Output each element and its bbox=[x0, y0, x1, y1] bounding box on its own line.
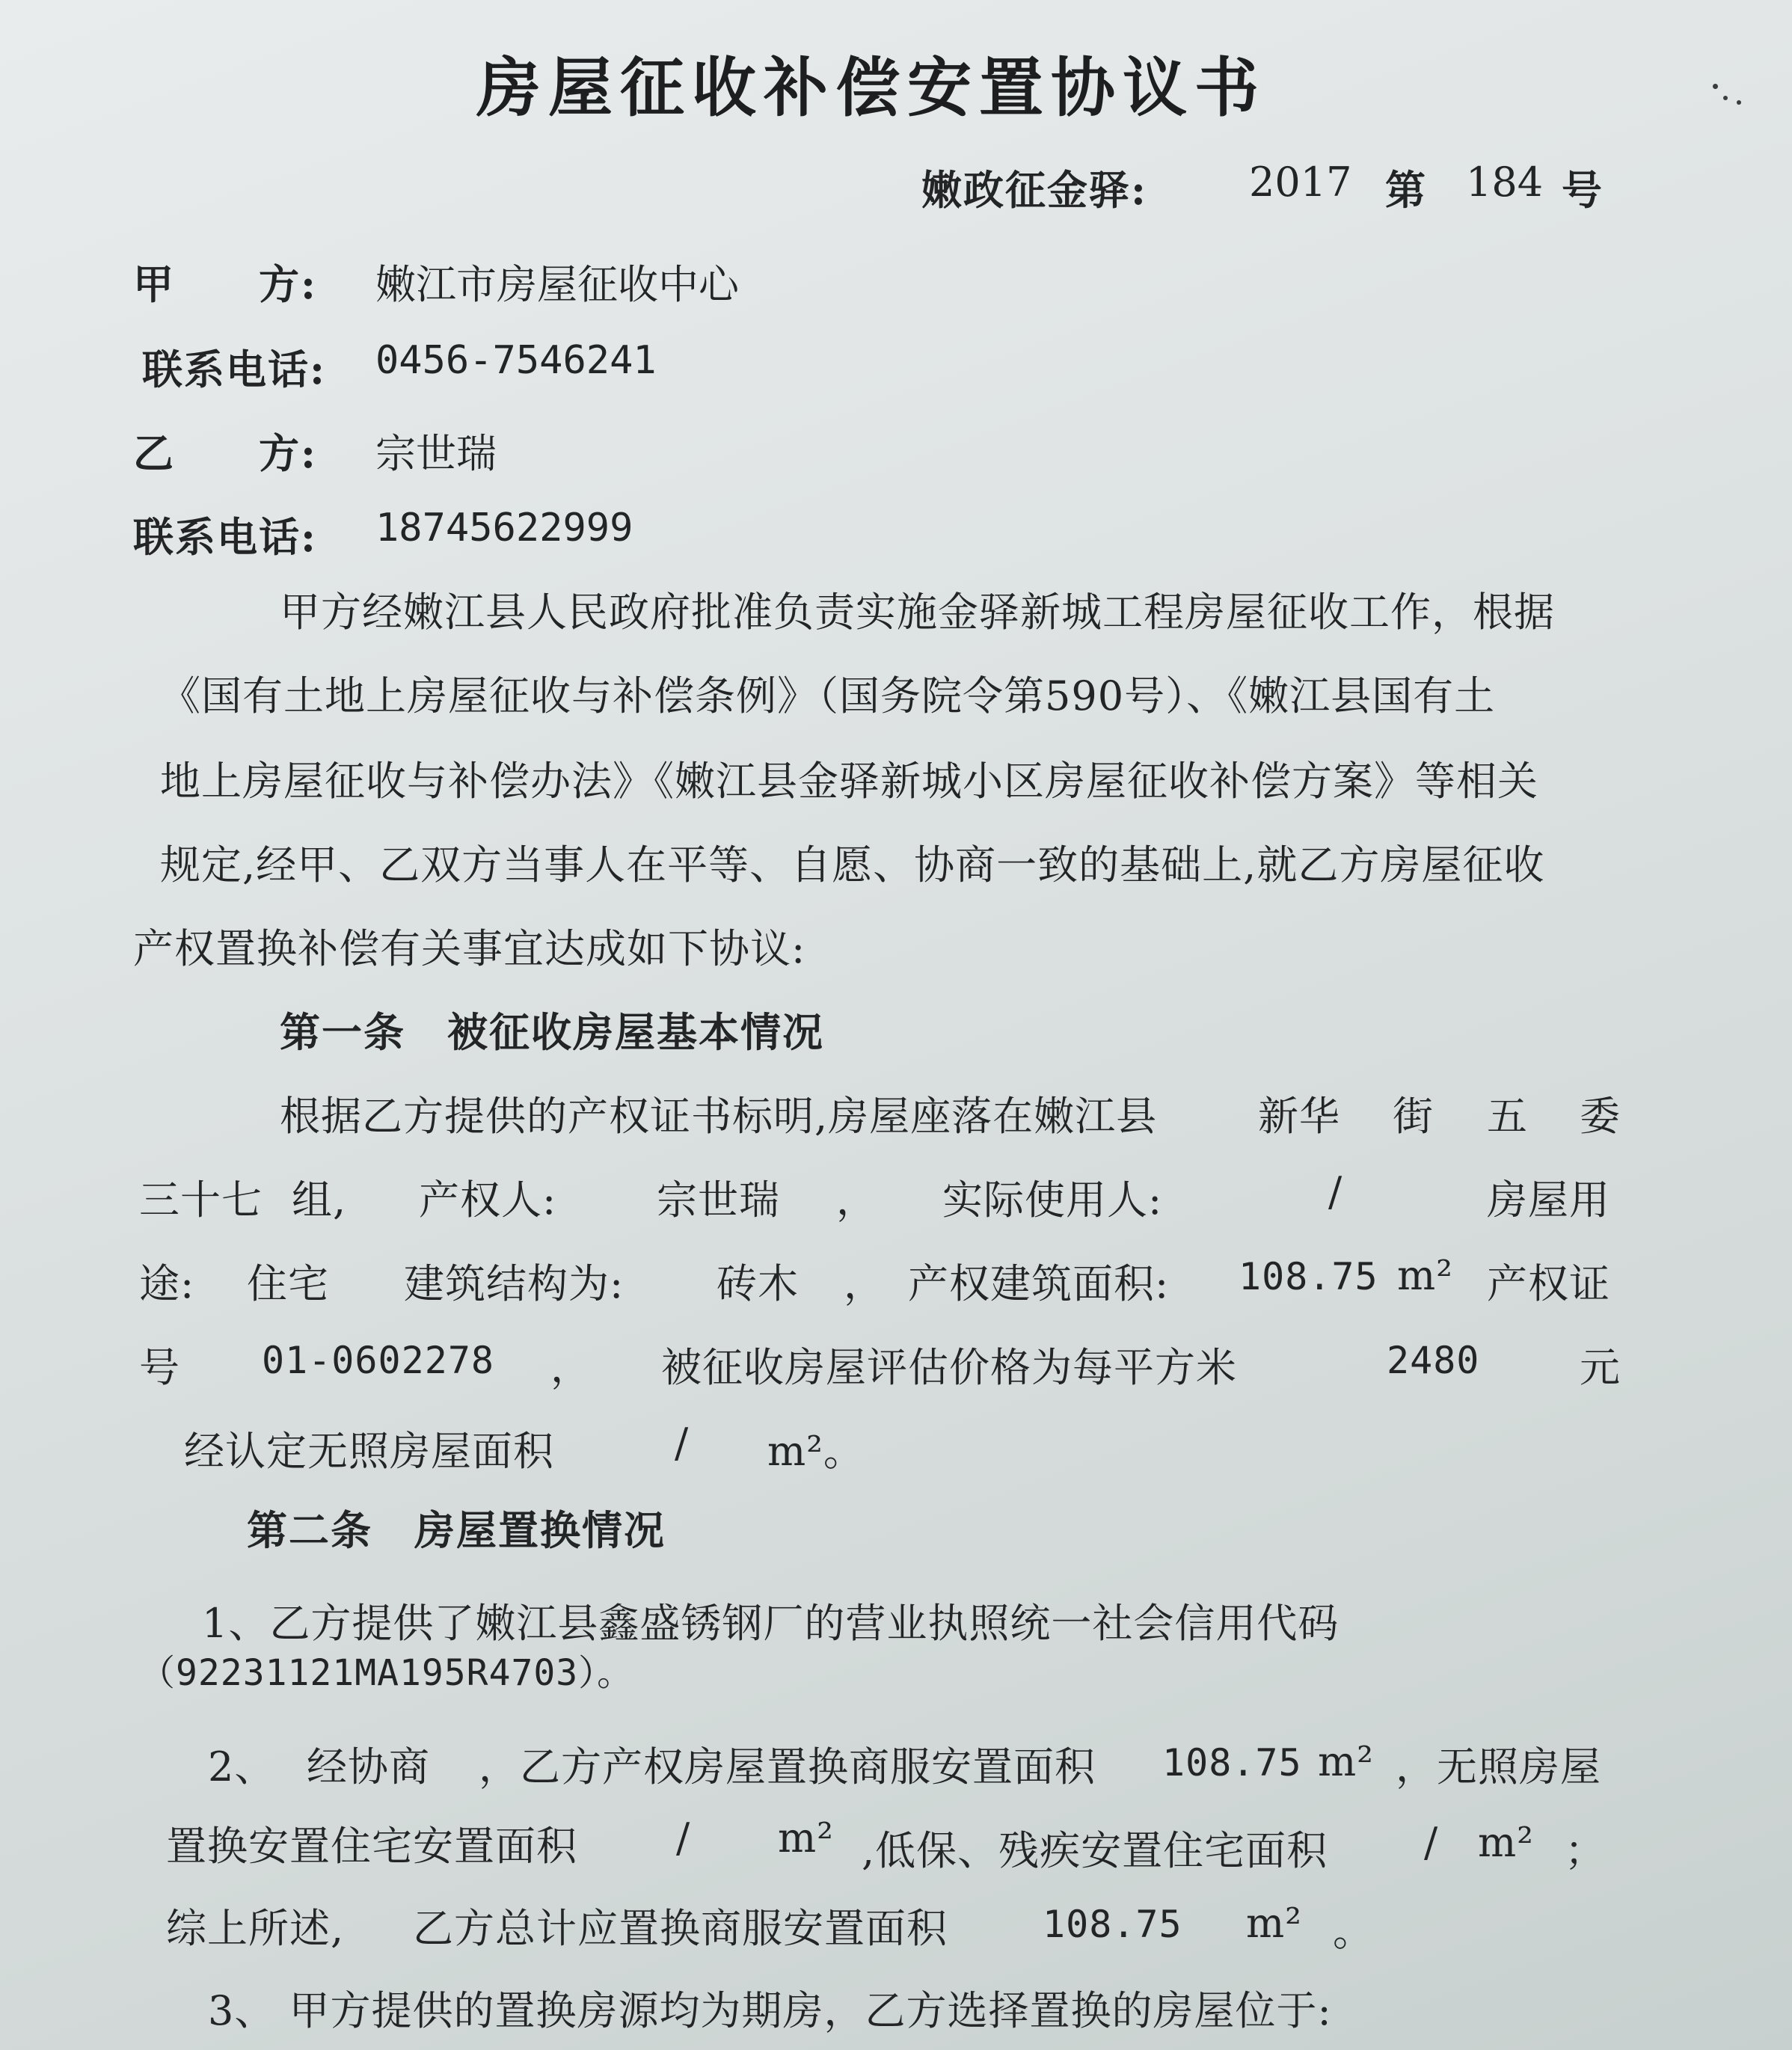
article-1-usage-label-2: 途: bbox=[139, 1260, 195, 1307]
article-1-unlicensed-value: / bbox=[675, 1420, 690, 1467]
article-1-heading: 第一条 被征收房屋基本情况 bbox=[280, 1008, 824, 1056]
article-2-heading: 第二条 房屋置换情况 bbox=[247, 1506, 666, 1554]
article-1-usage: 住宅 bbox=[247, 1260, 329, 1307]
article-2-item-2-lowincome-unit: m² bbox=[1478, 1819, 1534, 1866]
article-2-item-3: 3、 甲方提供的置换房源均为期房，乙方选择置换的房屋位于: bbox=[208, 1987, 1332, 2034]
party-b-phone-value: 18745622999 bbox=[375, 506, 633, 550]
article-2-item-2-lowincome-value: / bbox=[1424, 1819, 1439, 1866]
article-2-item-2-residential-value: / bbox=[676, 1814, 691, 1862]
article-1-area: 108.75 bbox=[1239, 1255, 1378, 1298]
doc-number-hao: 号 bbox=[1562, 166, 1602, 214]
article-1-structure: 砖木 bbox=[717, 1260, 799, 1307]
article-1-cert-label: 产权证 bbox=[1487, 1260, 1610, 1307]
paper-speck bbox=[1713, 84, 1718, 89]
paper-speck bbox=[1737, 100, 1741, 105]
article-2-item-1-line-2: （92231121MA195R4703）。 bbox=[139, 1652, 634, 1694]
article-1-user: / bbox=[1328, 1168, 1343, 1215]
article-1-cert-comma: ， bbox=[550, 1344, 592, 1391]
article-1-street: 新华 bbox=[1258, 1093, 1340, 1140]
article-1-cert-label-2: 号 bbox=[139, 1344, 180, 1391]
article-1-price-label: 被征收房屋评估价格为每平方米 bbox=[661, 1344, 1237, 1391]
article-1-zu: 组, bbox=[292, 1176, 347, 1224]
article-2-item-2-end: 。 bbox=[1333, 1908, 1374, 1955]
article-1-area-label: 产权建筑面积: bbox=[908, 1260, 1170, 1307]
party-a-label: 甲 方: bbox=[133, 260, 317, 308]
document-title: 房屋征收补偿安置协议书 bbox=[476, 51, 1266, 126]
article-2-item-2-summary-label: 综上所述, bbox=[166, 1905, 345, 1952]
article-1-owner: 宗世瑞 bbox=[657, 1176, 780, 1224]
doc-number-year: 2017 bbox=[1249, 159, 1352, 206]
article-2-item-2-area-unit: m² bbox=[1318, 1738, 1374, 1785]
article-2-item-2-total-unit: m² bbox=[1246, 1900, 1302, 1947]
article-1-wei: 委 bbox=[1580, 1093, 1621, 1140]
article-1-owner-comma: ， bbox=[836, 1176, 877, 1224]
article-2-item-2-text-b: ，无照房屋 bbox=[1396, 1743, 1601, 1790]
article-1-unlicensed-label: 经认定无照房屋面积 bbox=[184, 1428, 554, 1475]
article-1-unlicensed-unit: m²。 bbox=[767, 1428, 865, 1475]
party-a-phone-label: 联系电话: bbox=[142, 346, 326, 393]
article-2-item-2-summary-text: 乙方总计应置换商服安置面积 bbox=[413, 1905, 948, 1952]
article-1-owner-label: 产权人: bbox=[419, 1176, 557, 1224]
article-2-item-2-total: 108.75 bbox=[1043, 1903, 1182, 1946]
article-2-item-2-semicolon: ； bbox=[1565, 1827, 1606, 1874]
intro-line-2: 《国有土地上房屋征收与补偿条例》（国务院令第590号）、《嫩江县国有土 bbox=[160, 672, 1496, 719]
article-1-yuan: 元 bbox=[1580, 1344, 1621, 1391]
party-b-label: 乙 方: bbox=[133, 429, 317, 477]
paper-speck bbox=[1723, 96, 1728, 100]
article-1-wei-number: 五 bbox=[1487, 1093, 1528, 1140]
doc-number-di: 第 bbox=[1385, 166, 1426, 214]
article-1-location-text: 根据乙方提供的产权证书标明,房屋座落在嫩江县 bbox=[280, 1093, 1158, 1140]
doc-number-value: 184 bbox=[1466, 159, 1544, 206]
article-1-usage-label: 房屋用 bbox=[1487, 1176, 1610, 1224]
article-2-item-2-residential-unit: m² bbox=[778, 1814, 834, 1862]
article-1-user-label: 实际使用人: bbox=[942, 1176, 1163, 1224]
intro-line-3: 地上房屋征收与补偿办法》《嫩江县金驿新城小区房屋征收补偿方案》等相关 bbox=[160, 758, 1538, 805]
party-b-phone-label: 联系电话: bbox=[133, 513, 317, 561]
doc-number-prefix: 嫩政征金驿: bbox=[921, 166, 1147, 214]
article-2-item-2-number: 2、 bbox=[208, 1743, 276, 1790]
article-1-group: 三十七 bbox=[139, 1176, 263, 1224]
intro-line-1: 甲方经嫩江县人民政府批准负责实施金驿新城工程房屋征收工作，根据 bbox=[280, 589, 1555, 636]
party-a-value: 嫩江市房屋征收中心 bbox=[375, 261, 739, 308]
article-2-item-2-negotiated: 经协商 bbox=[307, 1743, 430, 1790]
article-2-item-2-text-a: ，乙方产权房屋置换商服安置面积 bbox=[479, 1743, 1096, 1790]
intro-line-5: 产权置换补偿有关事宜达成如下协议: bbox=[133, 925, 806, 972]
article-2-item-2-lowincome-label: ,低保、残疾安置住宅面积 bbox=[862, 1827, 1328, 1874]
intro-line-4: 规定,经甲、乙双方当事人在平等、自愿、协商一致的基础上,就乙方房屋征收 bbox=[160, 841, 1545, 889]
article-2-item-2-residential-label: 置换安置住宅安置面积 bbox=[166, 1823, 577, 1870]
party-b-value: 宗世瑞 bbox=[375, 430, 497, 477]
article-1-area-unit: m² bbox=[1397, 1252, 1453, 1299]
article-2-item-2-area: 108.75 bbox=[1162, 1741, 1302, 1784]
article-1-jie: 街 bbox=[1393, 1093, 1434, 1140]
article-1-structure-comma: ， bbox=[844, 1260, 885, 1307]
article-1-structure-label: 建筑结构为: bbox=[404, 1260, 625, 1307]
article-1-cert-number: 01-0602278 bbox=[262, 1339, 495, 1382]
article-1-price: 2480 bbox=[1387, 1339, 1480, 1382]
party-a-phone-value: 0456-7546241 bbox=[375, 338, 657, 383]
article-2-item-1-line-1: 1、乙方提供了嫩江县鑫盛锈钢厂的营业执照统一社会信用代码 bbox=[202, 1600, 1340, 1647]
